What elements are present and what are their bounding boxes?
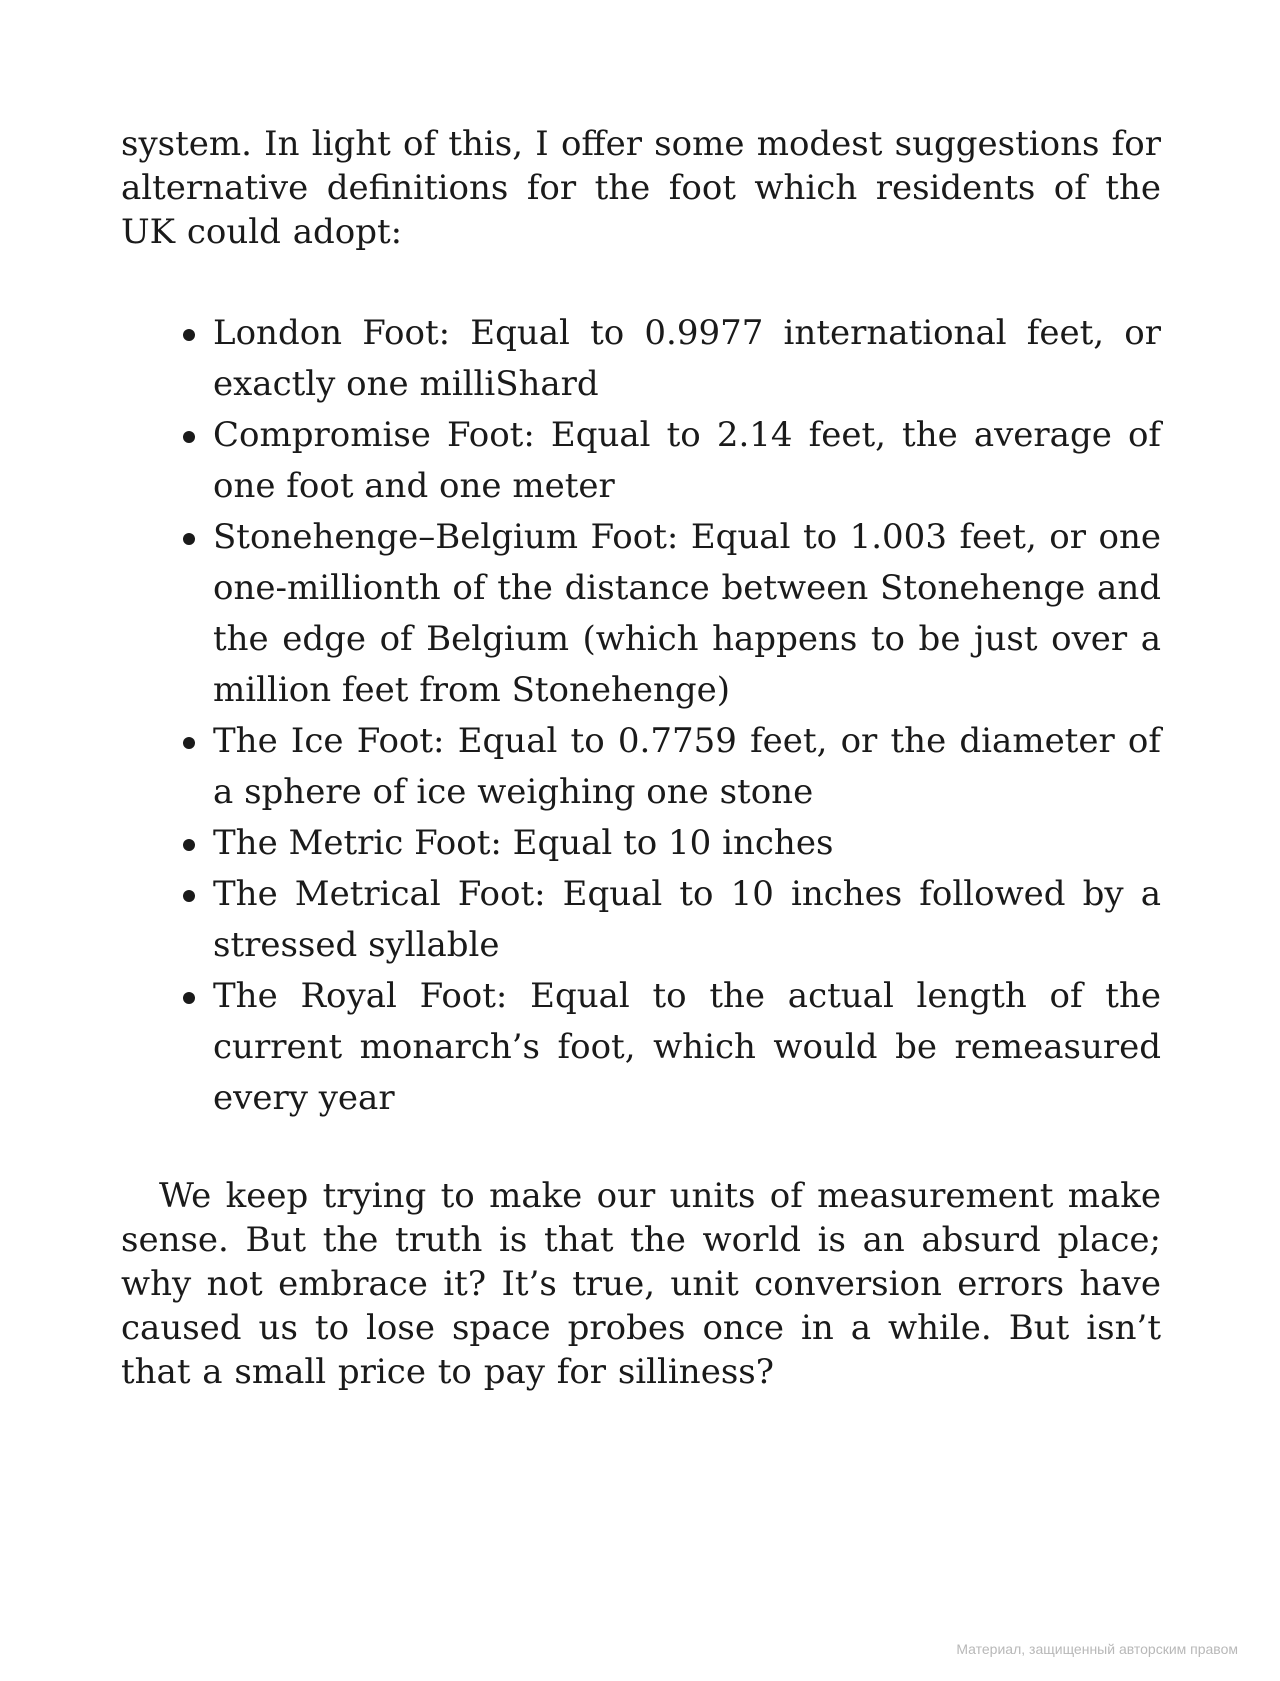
foot-definitions-list: [121, 308, 1161, 1124]
list-item: [213, 512, 1161, 716]
copyright-watermark: Материал, защищенный авторским правом: [956, 1641, 1238, 1657]
list-item-text: Stonehenge–Belgium Foot: Equal to 1.003 feet, or one one-millionth of the distance between Stonehenge and the edge of Belgium (which happens to be just over a million feet from Stonehenge): [213, 517, 1161, 710]
list-item: [213, 971, 1161, 1124]
list-item: [213, 818, 1161, 869]
page-content: [121, 122, 1161, 1394]
list-item: [213, 716, 1161, 818]
bullet-icon: [183, 431, 195, 443]
list-item-text: The Metrical Foot: Equal to 10 inches followed by a stressed syllable: [213, 874, 1161, 965]
list-item-text: The Ice Foot: Equal to 0.7759 feet, or the diameter of a sphere of ice weighing one stone: [213, 721, 1161, 812]
list-item-text: Compromise Foot: Equal to 2.14 feet, the average of one foot and one meter: [213, 415, 1161, 506]
opening-paragraph: system. In light of this, I offer some modest suggestions for alternative definitions for the foot which residents of the UK could adopt:: [121, 124, 1161, 252]
bullet-icon: [183, 890, 195, 902]
bullet-icon: [183, 329, 195, 341]
bullet-icon: [183, 992, 195, 1004]
list-item: [213, 308, 1161, 410]
list-item: [213, 869, 1161, 971]
list-item-text: London Foot: Equal to 0.9977 international feet, or exactly one milliShard: [213, 313, 1161, 404]
bullet-icon: [183, 737, 195, 749]
list-item: [213, 410, 1161, 512]
bullet-icon: [183, 533, 195, 545]
closing-paragraph: We keep trying to make our units of measurement make sense. But the truth is that the world is an absurd place; why not embrace it? It’s true, unit conversion errors have caused us to lose space probes once in a while. But isn’t that a small price to pay for silliness?: [121, 1176, 1161, 1392]
list-item-text: The Royal Foot: Equal to the actual length of the current monarch’s foot, which would be remeasured every year: [213, 976, 1161, 1118]
bullet-icon: [183, 839, 195, 851]
list-item-text: The Metric Foot: Equal to 10 inches: [213, 823, 834, 863]
